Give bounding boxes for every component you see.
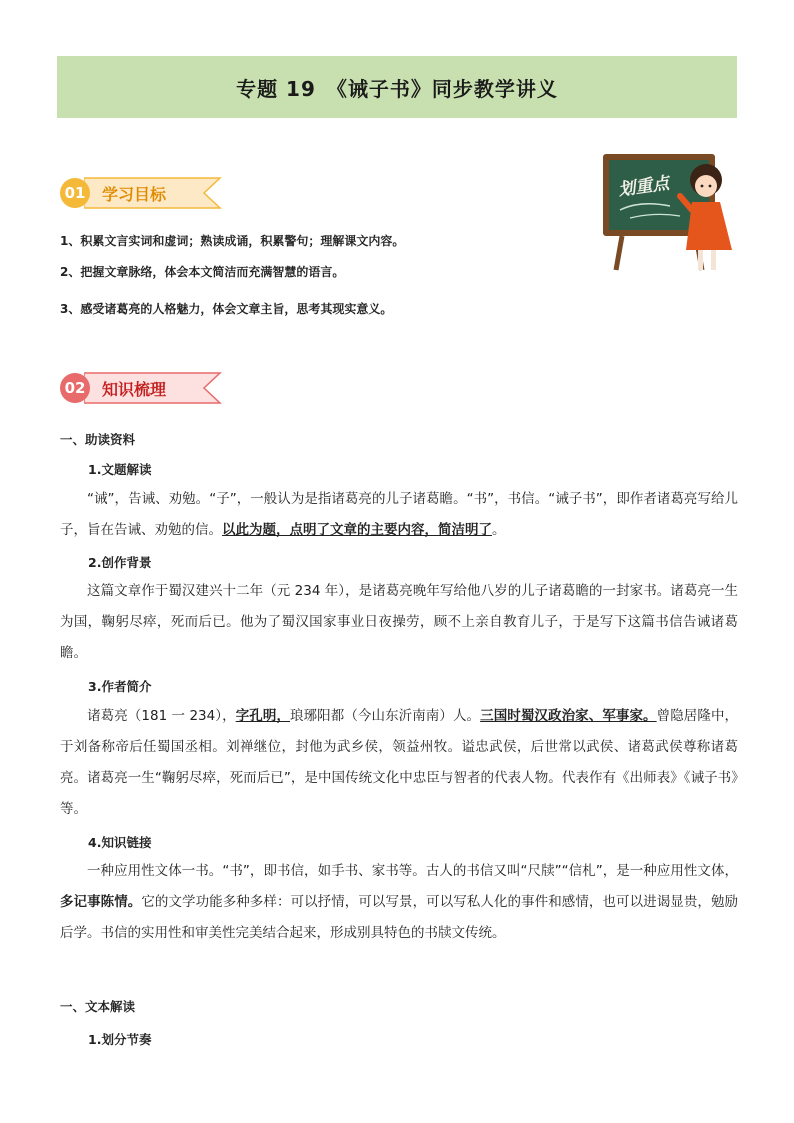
- subsection-heading: 1.文题解读: [88, 462, 152, 477]
- section-number: 02: [60, 373, 90, 403]
- chalkboard-icon: [600, 150, 740, 275]
- paragraph-author: [60, 701, 738, 825]
- underlined-text: 字孔明，: [235, 708, 291, 724]
- section-label: [84, 373, 192, 403]
- teacher-illustration: [600, 150, 740, 275]
- subsection-heading: 2.创作背景: [88, 555, 152, 570]
- text-span: 曾隐居隆中，于刘备称帝后任蜀国丞相。刘禅继位，封他为武乡侯，领益州牧。谥忠武侯，后世常以武侯、诸葛武侯尊称诸葛亮。诸葛亮一生“鞠躬尽瘁，死而后已”，是中国传统文化中忠臣与智者的代表人物。代表作有《出师表》《诫子书》等。: [60, 708, 739, 817]
- subsection-heading: 3.作者简介: [88, 679, 152, 694]
- section-number: 01: [60, 178, 90, 208]
- title-bar: [57, 56, 737, 118]
- paragraph-title-explanation: [60, 484, 738, 546]
- text-span: 诸葛亮（181 一 234），: [87, 708, 236, 724]
- text-span: 。: [492, 522, 506, 538]
- board-text: 划重点: [617, 173, 671, 201]
- section-badge-goals: [60, 172, 192, 214]
- section-heading: 一、助读资料: [60, 432, 136, 447]
- page-title: 专题 19 《诫子书》同步教学讲义: [236, 76, 558, 101]
- text-span: 琅琊阳都（今山东沂南南）人。: [290, 708, 481, 724]
- text-span: 它的文学功能多种多样：可以抒情，可以写景，可以写私人化的事件和感情，也可以进谒显贵，勉励后学。书信的实用性和审美性完美结合起来，形成别具特色的书牍文传统。: [60, 894, 739, 941]
- section-label: [84, 178, 192, 208]
- goal-item: 2、把握文章脉络，体会本文简洁而充满智慧的语言。: [60, 265, 345, 279]
- subsection-heading: 4.知识链接: [88, 835, 152, 850]
- bold-text: 多记事陈情。: [60, 894, 142, 910]
- underlined-text: 三国时蜀汉政治家、军事家。: [480, 708, 657, 724]
- subsection-heading: 1.划分节奏: [88, 1032, 152, 1047]
- underlined-text: 以此为题，点明了文章的主要内容，简洁明了: [222, 522, 492, 538]
- text-span: “诫”，告诫、劝勉。“子”，一般认为是指诸葛亮的儿子诸葛瞻。“书”，书信。“诫子书”，即作者诸葛亮写给儿子，旨在告诫、劝勉的信。: [60, 491, 738, 538]
- section-badge-knowledge: [60, 367, 192, 409]
- section-label-text: 知识梳理: [102, 379, 167, 399]
- paragraph-knowledge-link: [60, 856, 738, 949]
- section-heading: 一、文本解读: [60, 999, 136, 1014]
- goal-item: 1、积累文言实词和虚词；熟读成诵，积累警句；理解课文内容。: [60, 234, 405, 248]
- paragraph-background: [60, 576, 738, 669]
- text-span: 一种应用性文体一书。“书”，即书信，如手书、家书等。古人的书信又叫“尺牍”“信札”，是一种应用性文体，: [87, 863, 738, 879]
- section-label-text: 学习目标: [102, 184, 167, 204]
- text-span: 这篇文章作于蜀汉建兴十二年（元 234 年），是诸葛亮晚年写给他八岁的儿子诸葛瞻的一封家书。诸葛亮一生为国，鞠躬尽瘁，死而后已。他为了蜀汉国家事业日夜操劳，顾不上亲自教育儿子，于是写下这篇书信告诫诸葛瞻。: [60, 583, 738, 661]
- goal-item: 3、感受诸葛亮的人格魅力，体会文章主旨，思考其现实意义。: [60, 302, 393, 316]
